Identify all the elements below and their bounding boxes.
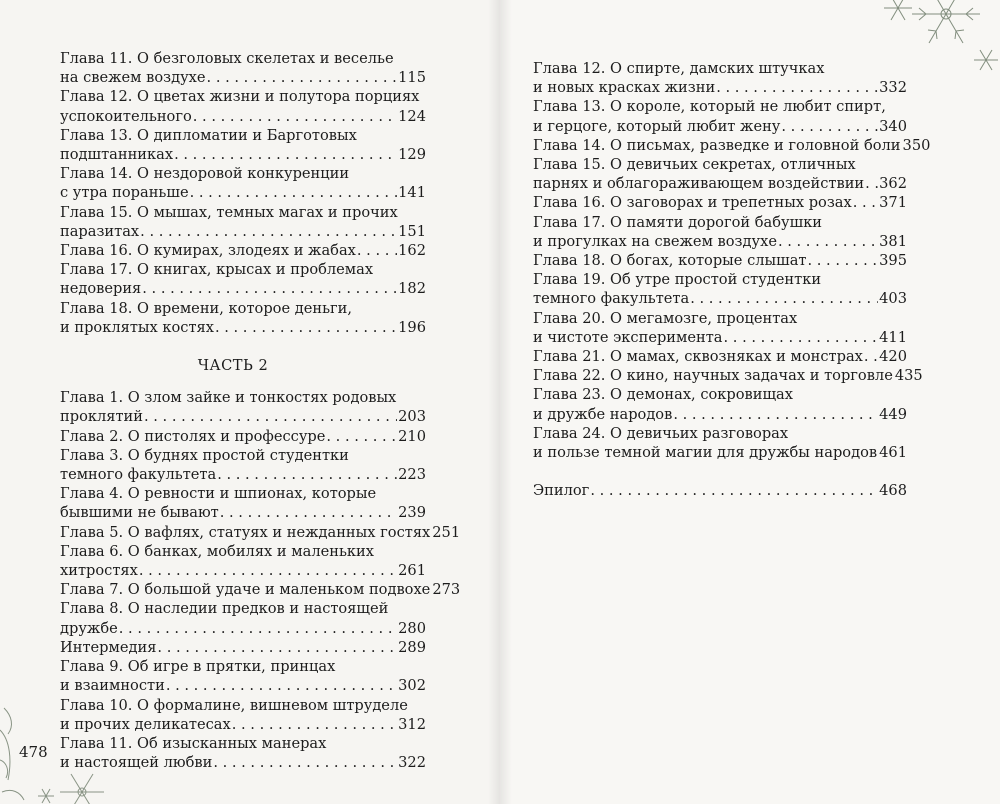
entry-page-number: 129 <box>398 146 426 164</box>
toc-entry <box>60 241 426 260</box>
entry-title: Эпилог <box>533 482 590 500</box>
entry-page-number: 322 <box>398 754 426 772</box>
entry-title-line: Глава 8. О наследии предков и настоящей <box>60 600 389 618</box>
entry-page-number: 141 <box>398 184 426 202</box>
toc-entry <box>60 580 461 599</box>
entry-page-number: 312 <box>398 715 426 733</box>
entry-title: Глава 21. О мамах, сквозняках и монстрах <box>533 348 863 366</box>
entry-page-number: 182 <box>398 280 426 298</box>
leader-dots <box>217 465 397 484</box>
entry-title: и настоящей любви <box>60 754 213 772</box>
entry-title-line: Глава 1. О злом зайке и тонкостях родовых <box>60 389 397 407</box>
entry-title: Глава 7. О большой удаче и маленьком подвохе <box>60 581 431 599</box>
leader-dots <box>174 145 397 164</box>
toc-entry <box>60 446 426 484</box>
entry-page-number: 223 <box>398 466 426 484</box>
leader-dots <box>716 78 878 97</box>
entry-title-line: Глава 12. О спирте, дамских штучках <box>533 60 825 77</box>
toc-entry <box>60 599 426 637</box>
entry-title-line: Глава 24. О девичьих разговорах <box>533 424 789 442</box>
toc-entry <box>533 270 907 308</box>
entry-page-number: 239 <box>398 504 426 522</box>
entry-title-line: Глава 17. О книгах, крысах и проблемах <box>60 261 374 279</box>
entry-title: и герцоге, который любит жену <box>533 117 781 135</box>
entry-title-line: Глава 23. О демонах, сокровищах <box>533 386 793 404</box>
entry-title: Глава 14. О письмах, разведке и головной боли <box>533 136 901 154</box>
entry-page-number: 461 <box>879 444 907 462</box>
leader-dots <box>144 407 397 426</box>
entry-title: Интермедия <box>60 638 157 656</box>
page-number: 478 <box>19 743 48 761</box>
entry-title: Глава 16. О кумирах, злодеях и жабах <box>60 242 356 260</box>
entry-title-line: Глава 20. О мегамозге, процентах <box>533 309 798 327</box>
leader-dots <box>807 251 878 270</box>
toc-right-entries <box>533 59 931 462</box>
toc-entry <box>533 213 907 251</box>
entry-title: Глава 5. О вафлях, статуях и нежданных гостях <box>60 523 431 541</box>
toc-entry <box>533 136 931 155</box>
leader-dots <box>139 561 397 580</box>
leader-dots <box>326 427 397 446</box>
entry-title-line: Глава 15. О девичьих секретах, отличных <box>533 156 856 174</box>
toc-entry <box>533 309 907 347</box>
toc-entry <box>60 87 426 125</box>
entry-title: Глава 18. О богах, которые слышат <box>533 252 807 270</box>
entry-page-number: 411 <box>879 328 907 346</box>
entry-title-line: Глава 13. О дипломатии и Барготовых <box>60 126 357 144</box>
entry-page-number: 251 <box>432 523 461 541</box>
toc-entry <box>60 657 426 695</box>
leader-dots <box>207 68 398 87</box>
leader-dots <box>357 241 397 260</box>
entry-title: парнях и облагораживающем воздействии <box>533 175 865 193</box>
entry-title: и прогулках на свежем воздухе <box>533 232 777 250</box>
toc-entry <box>533 347 907 366</box>
entry-title: темного факультета <box>60 466 217 484</box>
leader-dots <box>673 405 878 424</box>
entry-title: проклятий <box>60 408 143 426</box>
leader-dots <box>190 183 398 202</box>
entry-title: и проклятых костях <box>60 318 214 336</box>
entry-title-line: Глава 18. О времени, которое деньги, <box>60 299 353 317</box>
toc-left-column <box>60 49 461 772</box>
entry-title: и чистоте эксперимента <box>533 328 723 346</box>
toc-right-column <box>533 59 931 500</box>
toc-entry <box>533 424 907 462</box>
leaf-ornament-icon <box>0 700 120 804</box>
entry-title-line: Глава 10. О формалине, вишневом штруделе <box>60 696 408 714</box>
entry-page-number: 124 <box>398 107 426 125</box>
toc-entry <box>60 523 461 542</box>
leader-dots <box>157 638 397 657</box>
entry-title: подштанниках <box>60 146 174 164</box>
leader-dots <box>166 676 397 695</box>
entry-title: и пользе темной магии для дружбы народов <box>533 444 878 462</box>
entry-title-line: Глава 19. Об утре простой студентки <box>533 271 822 289</box>
entry-page-number: 289 <box>398 638 426 656</box>
toc-entry <box>533 155 907 193</box>
entry-page-number: 362 <box>879 175 907 193</box>
toc-entry <box>60 484 426 522</box>
entry-page-number: 261 <box>398 562 426 580</box>
leader-dots <box>215 318 397 337</box>
toc-entry <box>60 49 426 87</box>
entry-page-number: 340 <box>879 117 907 135</box>
toc-entry <box>533 385 907 423</box>
entry-title-line: Глава 17. О памяти дорогой бабушки <box>533 213 823 231</box>
toc-entry <box>533 97 907 135</box>
entry-title: и взаимности <box>60 677 165 695</box>
entry-page-number: 468 <box>879 482 907 500</box>
toc-part1-entries <box>60 49 426 337</box>
entry-title: темного факультета <box>533 290 690 308</box>
entry-page-number: 395 <box>879 252 907 270</box>
part-heading: ЧАСТЬ 2 <box>197 357 269 375</box>
toc-entry <box>533 366 923 385</box>
entry-title: паразитах <box>60 222 140 240</box>
entry-title: и прочих деликатесах <box>60 715 231 733</box>
entry-page-number: 332 <box>879 79 907 97</box>
entry-page-number: 449 <box>879 405 907 423</box>
toc-entry-epilogue <box>533 481 907 500</box>
entry-page-number: 420 <box>879 348 907 366</box>
toc-entry <box>533 59 907 97</box>
entry-page-number: 162 <box>398 242 426 260</box>
entry-title: недоверия <box>60 280 142 298</box>
toc-entry <box>60 638 426 657</box>
leader-dots <box>690 289 878 308</box>
entry-title: Глава 22. О кино, научных задачах и торговле <box>533 367 893 385</box>
entry-title-line: Глава 14. О нездоровой конкуренции <box>60 165 350 183</box>
toc-entry <box>533 251 907 270</box>
entry-page-number: 210 <box>398 427 426 445</box>
entry-title-line: Глава 15. О мышах, темных магах и прочих <box>60 203 398 221</box>
toc-entry <box>60 427 426 446</box>
entry-title-line: Глава 9. Об игре в прятки, принцах <box>60 658 336 676</box>
toc-entry <box>60 164 426 202</box>
entry-title: с утра пораньше <box>60 184 189 202</box>
leader-dots <box>590 481 878 500</box>
entry-title-line: Глава 12. О цветах жизни и полутора порциях <box>60 88 420 106</box>
entry-title-line: Глава 4. О ревности и шпионах, которые <box>60 485 377 503</box>
entry-page-number: 302 <box>398 677 426 695</box>
leader-dots <box>140 222 397 241</box>
snowflake-ornament-icon <box>868 0 1000 84</box>
entry-page-number: 280 <box>398 619 426 637</box>
entry-title: хитростях <box>60 562 138 580</box>
leader-dots <box>864 347 878 366</box>
entry-page-number: 273 <box>432 581 461 599</box>
entry-title: успокоительного <box>60 107 192 125</box>
toc-entry <box>60 203 426 241</box>
entry-title: дружбе <box>60 619 118 637</box>
entry-page-number: 350 <box>902 136 931 154</box>
leader-dots <box>724 328 879 347</box>
entry-page-number: 115 <box>398 69 426 87</box>
toc-entry <box>533 193 907 212</box>
book-gutter <box>488 0 512 804</box>
leader-dots <box>865 174 878 193</box>
leader-dots <box>778 232 878 251</box>
entry-page-number: 151 <box>398 222 426 240</box>
entry-title: и дружбе народов <box>533 405 673 423</box>
entry-page-number: 196 <box>398 318 426 336</box>
entry-page-number: 381 <box>879 232 907 250</box>
entry-title: Глава 16. О заговорах и трепетных розах <box>533 194 852 212</box>
entry-title-line: Глава 13. О короле, который не любит спирт, <box>533 98 886 116</box>
entry-page-number: 403 <box>879 290 907 308</box>
leader-dots <box>232 715 397 734</box>
toc-entry <box>60 542 426 580</box>
toc-entry <box>60 299 426 337</box>
leader-dots <box>213 753 397 772</box>
entry-title-line: Глава 6. О банках, мобилях и маленьких <box>60 542 374 560</box>
entry-title: Глава 2. О пистолях и профессуре <box>60 427 326 445</box>
entry-title-line: Глава 11. Об изысканных манерах <box>60 734 327 752</box>
entry-title-line: Глава 3. О буднях простой студентки <box>60 446 349 464</box>
entry-title: на свежем воздухе <box>60 69 206 87</box>
entry-page-number: 371 <box>879 194 907 212</box>
entry-page-number: 203 <box>398 408 426 426</box>
leader-dots <box>853 193 878 212</box>
leader-dots <box>193 107 397 126</box>
leader-dots <box>220 503 397 522</box>
toc-entry <box>60 126 426 164</box>
toc-entry <box>60 388 426 426</box>
entry-title: бывшими не бывают <box>60 504 219 522</box>
entry-page-number: 435 <box>894 367 923 385</box>
leader-dots <box>781 117 878 136</box>
entry-title-line: Глава 11. О безголовых скелетах и веселье <box>60 50 394 67</box>
leader-dots <box>119 619 397 638</box>
leader-dots <box>142 279 397 298</box>
entry-title: и новых красках жизни <box>533 79 716 97</box>
toc-entry <box>60 260 426 298</box>
